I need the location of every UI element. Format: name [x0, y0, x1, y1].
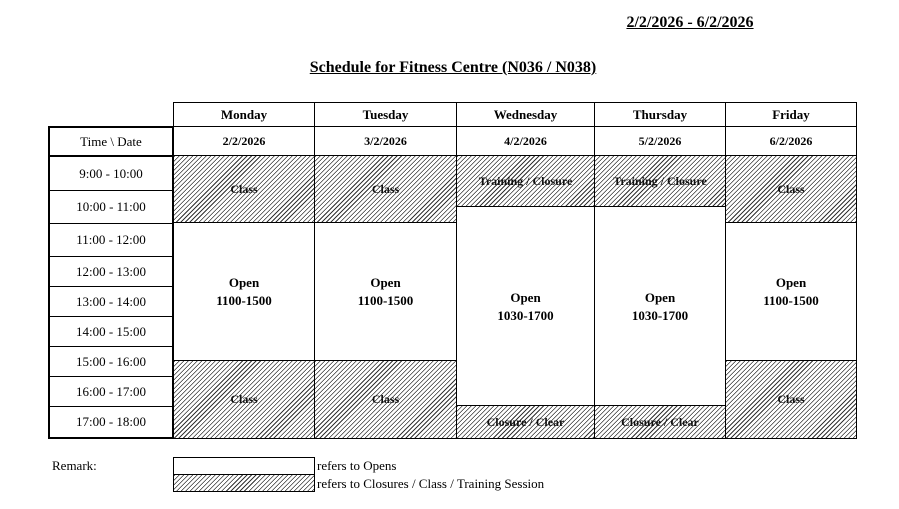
open-label: Open: [228, 275, 260, 290]
remark-label: Remark:: [52, 458, 97, 473]
time-slot: 15:00 - 16:00: [75, 353, 147, 369]
date-thursday: 5/2/2026: [594, 126, 726, 157]
friday-open-block: [725, 222, 857, 362]
friday-class-block: Class: [725, 155, 857, 224]
open-hours: 1100-1500: [216, 293, 272, 308]
legend-open-text: refers to Opens: [317, 458, 397, 473]
time-slot: 17:00 - 18:00: [75, 414, 147, 429]
monday-open-block: [173, 222, 315, 362]
day-header-thursday: Thursday: [594, 102, 726, 128]
wednesday-closure-block: Closure / Clear: [456, 405, 595, 439]
day-header-monday: Monday: [173, 102, 315, 128]
time-slot: 12:00 - 13:00: [75, 263, 147, 279]
tuesday-class-block: Class: [314, 155, 457, 224]
date-friday: 6/2/2026: [725, 126, 857, 157]
day-header-friday: Friday: [725, 102, 857, 128]
open-hours: 1100-1500: [763, 293, 819, 308]
date-range: 2/2/2026 - 6/2/2026: [626, 14, 754, 31]
open-hours: 1100-1500: [357, 293, 414, 308]
open-label: Open: [644, 289, 676, 305]
wednesday-open-block: [456, 206, 595, 407]
thursday-closure-block: Closure / Clear: [594, 405, 726, 439]
time-slot: 10:00 - 11:00: [76, 199, 146, 214]
thursday-open-block: [594, 206, 726, 407]
date-wednesday: 4/2/2026: [456, 126, 595, 157]
monday-class-block: Class: [173, 155, 315, 224]
wednesday-training-block: Training / Closure: [456, 155, 595, 208]
day-header-tuesday: Tuesday: [314, 102, 457, 128]
monday-class-block: Class: [173, 360, 315, 439]
page-title: Schedule for Fitness Centre (N036 / N038): [309, 59, 597, 76]
open-hours: 1030-1700: [631, 307, 689, 323]
legend-closed-text: refers to Closures / Class / Training Session: [317, 476, 545, 491]
day-header-wednesday: Wednesday: [456, 102, 595, 128]
time-slot: 13:00 - 14:00: [75, 293, 147, 309]
tuesday-open-block: [314, 222, 457, 362]
legend-closed-swatch: [173, 474, 315, 492]
time-slot: 16:00 - 17:00: [75, 383, 147, 399]
tuesday-class-block: Class: [314, 360, 457, 439]
open-label: Open: [510, 289, 541, 305]
friday-class-block: Class: [725, 360, 857, 439]
legend-open-swatch: [173, 457, 315, 475]
thursday-training-block: Training / Closure: [594, 155, 726, 208]
time-slot: 9:00 - 10:00: [79, 166, 143, 181]
date-tuesday: 3/2/2026: [314, 126, 457, 157]
open-label: Open: [775, 275, 807, 290]
corner-label: Time \ Date: [48, 126, 174, 157]
date-monday: 2/2/2026: [173, 126, 315, 157]
time-slot: 14:00 - 15:00: [75, 323, 147, 339]
open-label: Open: [370, 275, 401, 290]
time-slot: 11:00 - 12:00: [76, 232, 146, 247]
open-hours: 1030-1700: [497, 307, 554, 323]
